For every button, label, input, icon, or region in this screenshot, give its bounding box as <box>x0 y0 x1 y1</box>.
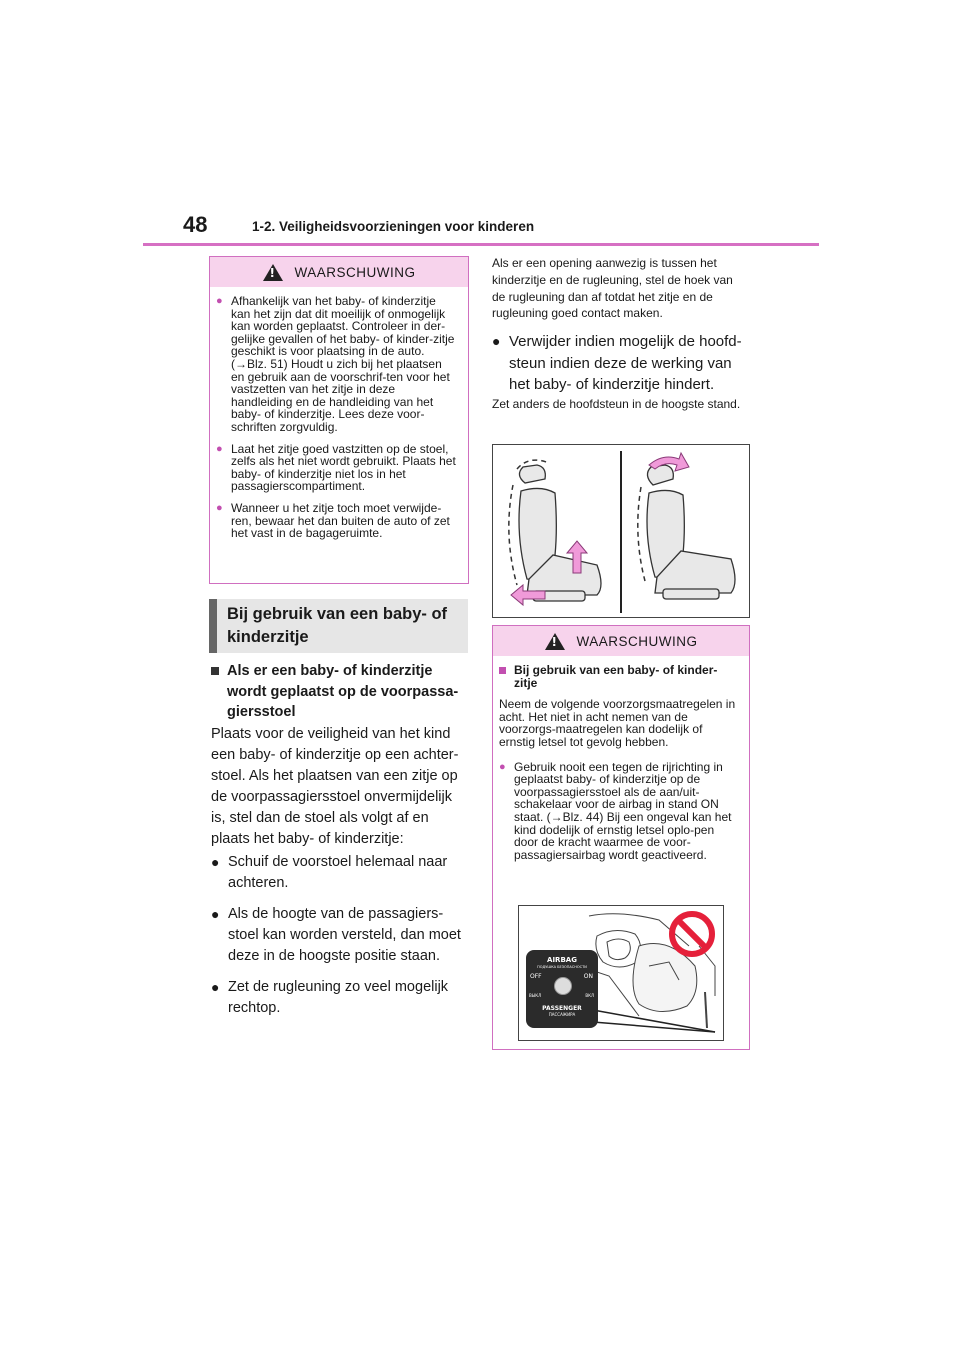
bullet-dot-icon: ● <box>492 333 501 349</box>
airbag-on-label: ON <box>583 973 593 980</box>
right-paragraph-2: Zet anders de hoofdsteun in de hoogste stand. <box>492 397 741 411</box>
warning-box-1 <box>209 256 469 584</box>
bullet-dot-icon: ● <box>499 760 506 773</box>
airbag-title-ru: ПОДУШКА БЕЗОПАСНОСТИ <box>537 965 587 969</box>
section-heading: Bij gebruik van een baby- of kinderzitje <box>209 599 468 653</box>
bullet-dot-icon: ● <box>211 979 220 995</box>
bullet-dot-icon: ● <box>216 501 223 514</box>
bullet-dot-icon: ● <box>211 854 220 870</box>
body-paragraph: Plaats voor de veiligheid van het kind een baby- of kinderzitje op een achter-stoel. Als het plaatsen van een zitje op de voorpassagiersstoel onvermijdelijk is, stel dan de stoel als volgt af en plaats het baby- of kinderzitje: <box>211 726 459 847</box>
seat-drawing <box>493 445 749 617</box>
airbag-title: AIRBAG <box>547 956 577 964</box>
bullet-dot-icon: ● <box>216 295 223 307</box>
warning-box-2 <box>492 625 750 1050</box>
warning-item: ● Gebruik nooit een tegen de rijrichting in geplaatst baby- of kinderzitje op de voorpassagiersstoel als de aan/uit-schakelaar voor de airbag in stand ON staat. (→Blz. 44) Bij een ongeval kan het kind dodelijk of ernstig letsel oplo-pen door de kracht waarmee de voor-passagiersairbag wordt geactiveerd. <box>499 759 732 862</box>
square-bullet-icon <box>211 661 227 723</box>
airbag-on-label-ru: ВКЛ <box>585 993 594 998</box>
right-bullet: ● Verwijder indien mogelijk de hoofd-steun indien deze de werking van het baby- of kinderzitje hindert. <box>492 331 752 396</box>
warning-triangle-icon <box>263 264 283 281</box>
bullet-dot-icon: ● <box>216 442 223 455</box>
warning-title: WAARSCHUWING <box>576 633 698 649</box>
warning-header <box>210 257 468 287</box>
seat-illustration <box>492 444 750 618</box>
airbag-switch-panel <box>526 950 598 1028</box>
warning-intro: Neem de volgende voorzorgsmaatregelen in acht. Het niet in acht nemen van de voorzorgs-maatregelen kan dodelijk of ernstig letsel tot gevolg hebben. <box>499 697 736 749</box>
subheading: Als er een baby- of kinderzitje wordt geplaatst op de voorpassa-giersstoel <box>211 661 471 723</box>
bullet-list-left <box>211 852 473 1019</box>
airbag-key-slot-icon <box>554 977 572 995</box>
warning-triangle-icon <box>545 633 565 650</box>
airbag-off-label: OFF <box>530 973 542 980</box>
airbag-passenger-label: PASSENGER <box>542 1005 582 1012</box>
airbag-off-label-ru: ВЫКЛ <box>529 993 542 998</box>
airbag-illustration <box>518 905 724 1041</box>
warning-subtitle: Bij gebruik van een baby- of kinder-zitje <box>499 664 739 689</box>
warning-item: ● Wanneer u het zitje toch moet verwijde-ren, bewaar het dan buiten de auto of zet het vast in de bagageruimte. <box>216 500 450 541</box>
warning-header <box>493 626 749 656</box>
prohibition-icon <box>668 910 716 958</box>
warning-item: ● Afhankelijk van het baby- of kinderzitje kan het zijn dat dit moeilijk of onmogelijk kan worden geplaatst. Controleer in der-gelijke gevallen of het baby- of kinder-zitje geschikt is voor plaatsing in de auto. (→Blz. 51) Houdt u zich bij het plaatsen en gebruik aan de voorschrif-ten voor het vastzetten van het zitje in deze handleiding en de handleiding van het baby- of kinderzitje. Lees deze voor-schriften zorgvuldig. <box>216 294 455 434</box>
warning-item: ● Laat het zitje goed vastzitten op de stoel, zelfs als het niet wordt gebruikt. Plaats het baby- of kinderzitje niet los in het passagierscompartiment. <box>216 441 456 494</box>
bullet-dot-icon: ● <box>211 906 220 922</box>
list-item: ● Zet de rugleuning zo veel mogelijk rechtop. <box>211 977 473 1019</box>
warning-title: WAARSCHUWING <box>294 264 416 280</box>
right-paragraph-1: Als er een opening aanwezig is tussen het kinderzitje en de rugleuning, stel de hoek van de rugleuning dan af totdat het zitje en de rugleuning goed contact maken. <box>492 256 733 321</box>
square-bullet-icon <box>499 664 514 689</box>
header-rule <box>143 243 819 246</box>
list-item: ● Schuif de voorstoel helemaal naar achteren. <box>211 852 473 894</box>
airbag-passenger-label-ru: ПАССАЖИРА <box>548 1012 576 1017</box>
page-number: 48 <box>183 212 208 237</box>
section-header-title: 1-2. Veiligheidsvoorzieningen voor kinderen <box>252 219 535 234</box>
list-item: ● Als de hoogte van de passagiers-stoel kan worden versteld, dan moet deze in de hoogste positie staan. <box>211 904 473 967</box>
